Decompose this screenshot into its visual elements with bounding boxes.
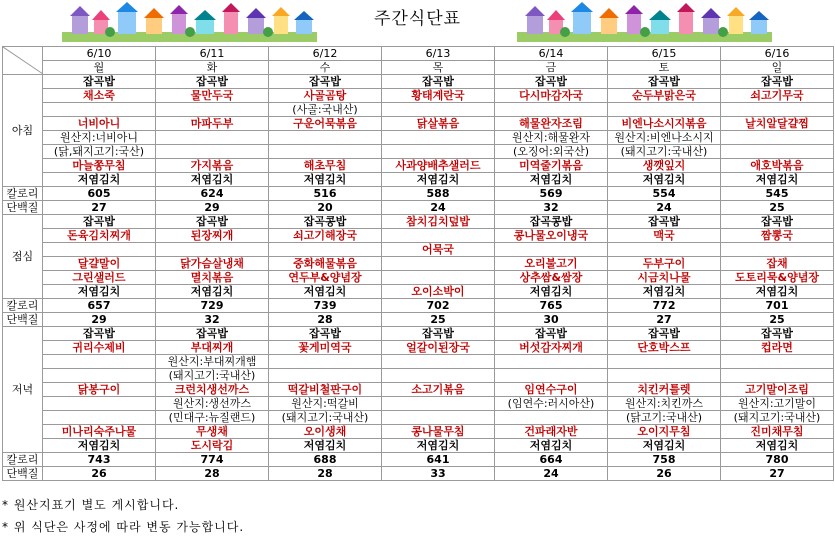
menu-item: 구운어묵볶음 — [269, 117, 382, 131]
menu-item — [269, 243, 382, 257]
protein-value: 29 — [43, 313, 156, 327]
breakfast-label: 아침 — [3, 75, 43, 187]
menu-item — [382, 145, 495, 159]
date-cell: 6/15 — [608, 47, 721, 61]
calorie-label: 칼로리 — [3, 299, 43, 313]
menu-item: 잡곡밥 — [156, 75, 269, 89]
menu-item: 잡곡밥 — [608, 327, 721, 341]
lunch-row — [3, 243, 834, 257]
breakfast-calorie-row — [3, 187, 834, 201]
menu-item: 원산지:너비아니 — [43, 131, 156, 145]
menu-item: (닭,돼지고기:국산) — [43, 145, 156, 159]
menu-item: 원산지:치킨까스 — [608, 397, 721, 411]
menu-item: 치킨커틀렛 — [608, 383, 721, 397]
menu-item: 짬뽕국 — [721, 229, 834, 243]
menu-item: 생깻잎지 — [608, 159, 721, 173]
protein-value: 25 — [721, 201, 834, 215]
menu-item: 잡곡밥 — [721, 75, 834, 89]
breakfast-row — [3, 159, 834, 173]
menu-item: 해물완자조림 — [495, 117, 608, 131]
lunch-calorie-row — [3, 299, 834, 313]
menu-item — [382, 229, 495, 243]
menu-item: 오리불고기 — [495, 257, 608, 271]
protein-value: 20 — [269, 201, 382, 215]
menu-item: 얼갈이된장국 — [382, 341, 495, 355]
menu-item — [382, 103, 495, 117]
menu-item: 잡곡밥 — [156, 215, 269, 229]
lunch-label: 점심 — [3, 215, 43, 299]
menu-item: 저염김치 — [721, 173, 834, 187]
menu-item: 달걀말이 — [43, 257, 156, 271]
calorie-value: 554 — [608, 187, 721, 201]
menu-item: 저염김치 — [269, 285, 382, 299]
calorie-value: 516 — [269, 187, 382, 201]
menu-item: 마늘쫑무침 — [43, 159, 156, 173]
menu-item: 저염김치 — [608, 439, 721, 453]
menu-item — [156, 243, 269, 257]
calorie-value: 545 — [721, 187, 834, 201]
date-cell: 6/11 — [156, 47, 269, 61]
menu-item — [43, 397, 156, 411]
menu-item: 가지볶음 — [156, 159, 269, 173]
menu-item: 저염김치 — [721, 285, 834, 299]
menu-item: 상추쌈&쌈장 — [495, 271, 608, 285]
menu-item: (닭고기:국내산) — [608, 411, 721, 425]
menu-item — [156, 145, 269, 159]
weekday-cell: 월 — [43, 61, 156, 75]
protein-value: 29 — [156, 201, 269, 215]
menu-item: 크런치생선까스 — [156, 383, 269, 397]
menu-item: 잡곡밥 — [43, 327, 156, 341]
protein-value: 28 — [156, 467, 269, 481]
menu-item: 해초무침 — [269, 159, 382, 173]
calorie-value: 641 — [382, 453, 495, 467]
calorie-value: 765 — [495, 299, 608, 313]
menu-item: (돼지고기:국내산) — [156, 369, 269, 383]
calorie-value: 743 — [43, 453, 156, 467]
menu-item — [382, 411, 495, 425]
menu-item: 잡곡밥 — [382, 327, 495, 341]
calorie-value: 774 — [156, 453, 269, 467]
menu-item: 저염김치 — [382, 439, 495, 453]
menu-item: 떡갈비철판구이 — [269, 383, 382, 397]
protein-label: 단백질 — [3, 201, 43, 215]
menu-item: 저염김치 — [495, 439, 608, 453]
menu-item: 저염김치 — [721, 439, 834, 453]
menu-item: 저염김치 — [608, 285, 721, 299]
menu-item: 잡곡밥 — [156, 327, 269, 341]
menu-item: (사골:국내산) — [269, 103, 382, 117]
menu-item: 콩나물무침 — [382, 425, 495, 439]
menu-item: 저염김치 — [43, 439, 156, 453]
calorie-value: 605 — [43, 187, 156, 201]
calorie-value: 657 — [43, 299, 156, 313]
menu-item: 저염김치 — [43, 285, 156, 299]
menu-item: 저염김치 — [269, 439, 382, 453]
protein-label: 단백질 — [3, 467, 43, 481]
menu-item: 소고기볶음 — [382, 383, 495, 397]
menu-item — [156, 103, 269, 117]
lunch-row — [3, 257, 834, 271]
breakfast-protein-row — [3, 201, 834, 215]
calorie-value: 624 — [156, 187, 269, 201]
dinner-calorie-row — [3, 453, 834, 467]
menu-item — [382, 369, 495, 383]
menu-item — [156, 131, 269, 145]
menu-item: 멸치볶음 — [156, 271, 269, 285]
menu-item — [721, 131, 834, 145]
menu-item: 잡곡밥 — [43, 75, 156, 89]
menu-item: 황태계란국 — [382, 89, 495, 103]
lunch-row — [3, 215, 834, 229]
menu-item — [721, 243, 834, 257]
protein-value: 25 — [721, 313, 834, 327]
menu-item: 원산지:해물완자 — [495, 131, 608, 145]
menu-item: 미역줄기볶음 — [495, 159, 608, 173]
menu-item: 잡곡밥 — [269, 327, 382, 341]
menu-item — [269, 145, 382, 159]
date-row — [3, 47, 834, 61]
date-cell: 6/13 — [382, 47, 495, 61]
protein-value: 24 — [608, 201, 721, 215]
menu-item: 돈육김치찌개 — [43, 229, 156, 243]
menu-item: 도토리묵&양념장 — [721, 271, 834, 285]
menu-item: 도시락김 — [156, 439, 269, 453]
menu-item: 중화해물볶음 — [269, 257, 382, 271]
menu-item: 잡곡밥 — [608, 75, 721, 89]
menu-item — [495, 411, 608, 425]
menu-item: 콩나물오이냉국 — [495, 229, 608, 243]
menu-item: 사골곰탕 — [269, 89, 382, 103]
menu-item: 원산지:비엔나소시지 — [608, 131, 721, 145]
menu-item: 원산지:고기말이 — [721, 397, 834, 411]
dinner-row — [3, 439, 834, 453]
weekday-cell: 수 — [269, 61, 382, 75]
menu-item: (임연수:러시아산) — [495, 397, 608, 411]
dinner-row — [3, 411, 834, 425]
lunch-row — [3, 285, 834, 299]
protein-value: 30 — [495, 313, 608, 327]
diagonal-line — [3, 47, 43, 74]
menu-item — [608, 369, 721, 383]
menu-item: (돼지고기:국내산) — [721, 411, 834, 425]
menu-item: 잡곡밥 — [495, 75, 608, 89]
menu-item: 저염김치 — [156, 285, 269, 299]
dinner-row — [3, 369, 834, 383]
menu-item: 참치김치덮밥 — [382, 215, 495, 229]
menu-item — [608, 103, 721, 117]
menu-item: 닭살볶음 — [382, 117, 495, 131]
menu-item — [495, 243, 608, 257]
protein-value: 27 — [43, 201, 156, 215]
menu-item: 어묵국 — [382, 243, 495, 257]
menu-item: 컵라면 — [721, 341, 834, 355]
menu-item: 연두부&양념장 — [269, 271, 382, 285]
breakfast-row — [3, 89, 834, 103]
header — [0, 0, 835, 46]
menu-item — [269, 369, 382, 383]
dinner-row — [3, 341, 834, 355]
protein-value: 27 — [608, 313, 721, 327]
menu-item — [382, 271, 495, 285]
menu-item: 잡곡밥 — [608, 215, 721, 229]
protein-value: 33 — [382, 467, 495, 481]
protein-value: 25 — [382, 313, 495, 327]
breakfast-row — [3, 145, 834, 159]
menu-item: 그린샐러드 — [43, 271, 156, 285]
menu-item: 너비아니 — [43, 117, 156, 131]
menu-item: 오이생채 — [269, 425, 382, 439]
menu-item: 쇠고기해장국 — [269, 229, 382, 243]
menu-item — [608, 355, 721, 369]
menu-item: 고기말이조림 — [721, 383, 834, 397]
menu-item — [495, 103, 608, 117]
menu-item: 원산지:생선까스 — [156, 397, 269, 411]
dinner-row — [3, 355, 834, 369]
breakfast-row — [3, 131, 834, 145]
calorie-label: 칼로리 — [3, 187, 43, 201]
menu-item — [43, 369, 156, 383]
calorie-value: 701 — [721, 299, 834, 313]
menu-item: 건파래자반 — [495, 425, 608, 439]
weekly-menu-table — [2, 46, 834, 481]
menu-item: 닭봉구이 — [43, 383, 156, 397]
calorie-label: 칼로리 — [3, 453, 43, 467]
lunch-row — [3, 229, 834, 243]
calorie-value: 688 — [269, 453, 382, 467]
menu-item: 부대찌개 — [156, 341, 269, 355]
calorie-value: 729 — [156, 299, 269, 313]
menu-item: 원산지:떡갈비 — [269, 397, 382, 411]
menu-item: 저염김치 — [156, 173, 269, 187]
breakfast-row — [3, 173, 834, 187]
menu-item: 마파두부 — [156, 117, 269, 131]
menu-item: 다시마감자국 — [495, 89, 608, 103]
menu-item — [382, 355, 495, 369]
notes — [2, 494, 244, 538]
menu-item: 단호박스프 — [608, 341, 721, 355]
menu-item: 버섯감자찌개 — [495, 341, 608, 355]
menu-item — [495, 369, 608, 383]
menu-item: 저염김치 — [608, 173, 721, 187]
menu-item: (돼지고기:국내산) — [269, 411, 382, 425]
menu-item: (민대구:뉴질랜드) — [156, 411, 269, 425]
menu-item: 시금치나물 — [608, 271, 721, 285]
menu-item: 비엔나소시지볶음 — [608, 117, 721, 131]
protein-value: 27 — [721, 467, 834, 481]
protein-label: 단백질 — [3, 313, 43, 327]
menu-item: 저염김치 — [495, 173, 608, 187]
calorie-value: 702 — [382, 299, 495, 313]
menu-item — [382, 131, 495, 145]
dinner-label: 저녁 — [3, 327, 43, 453]
menu-item: 오이소박이 — [382, 285, 495, 299]
menu-item: 저염김치 — [269, 173, 382, 187]
lunch-protein-row — [3, 313, 834, 327]
menu-item — [269, 131, 382, 145]
menu-item: 날치알달걀찜 — [721, 117, 834, 131]
menu-item — [43, 243, 156, 257]
menu-item: (오징어:외국산) — [495, 145, 608, 159]
menu-item: 잡곡밥 — [43, 215, 156, 229]
menu-item: 무생채 — [156, 425, 269, 439]
menu-item — [721, 369, 834, 383]
protein-value: 24 — [495, 467, 608, 481]
note-change: * 위 식단은 사정에 따라 변동 가능합니다. — [2, 520, 245, 534]
menu-item: 잡곡밥 — [495, 327, 608, 341]
menu-item — [269, 355, 382, 369]
calorie-value: 758 — [608, 453, 721, 467]
menu-item: 물만두국 — [156, 89, 269, 103]
menu-item — [43, 355, 156, 369]
menu-item: 진미채무침 — [721, 425, 834, 439]
menu-item: 잡곡밥 — [269, 75, 382, 89]
menu-item: 임연수구이 — [495, 383, 608, 397]
menu-item: 귀리수제비 — [43, 341, 156, 355]
protein-value: 28 — [269, 313, 382, 327]
village-decoration-right — [517, 2, 772, 42]
weekday-cell: 목 — [382, 61, 495, 75]
menu-item: 저염김치 — [495, 285, 608, 299]
weekday-cell: 토 — [608, 61, 721, 75]
menu-item: 꽃게미역국 — [269, 341, 382, 355]
menu-item: 미나리숙주나물 — [43, 425, 156, 439]
protein-value: 28 — [269, 467, 382, 481]
dinner-row — [3, 383, 834, 397]
date-cell: 6/10 — [43, 47, 156, 61]
menu-item: 사과양배추샐러드 — [382, 159, 495, 173]
menu-item: 잡곡밥 — [382, 75, 495, 89]
dinner-protein-row — [3, 467, 834, 481]
menu-item — [721, 145, 834, 159]
protein-value: 26 — [43, 467, 156, 481]
weekday-cell: 화 — [156, 61, 269, 75]
corner-cell — [3, 47, 43, 75]
menu-item: 애호박볶음 — [721, 159, 834, 173]
breakfast-row — [3, 103, 834, 117]
menu-item — [721, 355, 834, 369]
menu-item: 채소죽 — [43, 89, 156, 103]
menu-item: 두부구이 — [608, 257, 721, 271]
calorie-value: 569 — [495, 187, 608, 201]
menu-item — [608, 243, 721, 257]
protein-value: 32 — [156, 313, 269, 327]
menu-item: 잡곡콩밥 — [495, 215, 608, 229]
page-title: 주간식단표 — [373, 9, 462, 29]
menu-item — [495, 355, 608, 369]
menu-item: 순두부맑은국 — [608, 89, 721, 103]
menu-item: 쇠고기무국 — [721, 89, 834, 103]
calorie-value: 588 — [382, 187, 495, 201]
menu-item: 잡곡밥 — [721, 215, 834, 229]
weekday-cell: 금 — [495, 61, 608, 75]
date-cell: 6/16 — [721, 47, 834, 61]
menu-item: 잡채 — [721, 257, 834, 271]
calorie-value: 739 — [269, 299, 382, 313]
calorie-value: 772 — [608, 299, 721, 313]
dinner-row — [3, 327, 834, 341]
dinner-row — [3, 397, 834, 411]
menu-item: 저염김치 — [43, 173, 156, 187]
calorie-value: 780 — [721, 453, 834, 467]
dinner-row — [3, 425, 834, 439]
menu-item: 된장찌개 — [156, 229, 269, 243]
menu-item: 원산지:부대찌개햄 — [156, 355, 269, 369]
protein-value: 32 — [495, 201, 608, 215]
menu-item — [43, 103, 156, 117]
menu-item — [721, 103, 834, 117]
menu-item — [382, 397, 495, 411]
breakfast-row — [3, 75, 834, 89]
menu-item: 잡곡밥 — [721, 327, 834, 341]
lunch-row — [3, 271, 834, 285]
protein-value: 26 — [608, 467, 721, 481]
menu-item: (돼지고기:국내산) — [608, 145, 721, 159]
menu-item: 맥국 — [608, 229, 721, 243]
breakfast-row — [3, 117, 834, 131]
protein-value: 24 — [382, 201, 495, 215]
weekday-cell: 일 — [721, 61, 834, 75]
calorie-value: 664 — [495, 453, 608, 467]
menu-item: 저염김치 — [382, 173, 495, 187]
date-cell: 6/12 — [269, 47, 382, 61]
note-origin: * 원산지표기 별도 게시합니다. — [2, 498, 180, 512]
menu-item: 잡곡콩밥 — [269, 215, 382, 229]
menu-item: 오이지무침 — [608, 425, 721, 439]
menu-item — [382, 257, 495, 271]
menu-item: 닭가슴살냉채 — [156, 257, 269, 271]
weekday-row — [3, 61, 834, 75]
menu-item — [43, 411, 156, 425]
date-cell: 6/14 — [495, 47, 608, 61]
